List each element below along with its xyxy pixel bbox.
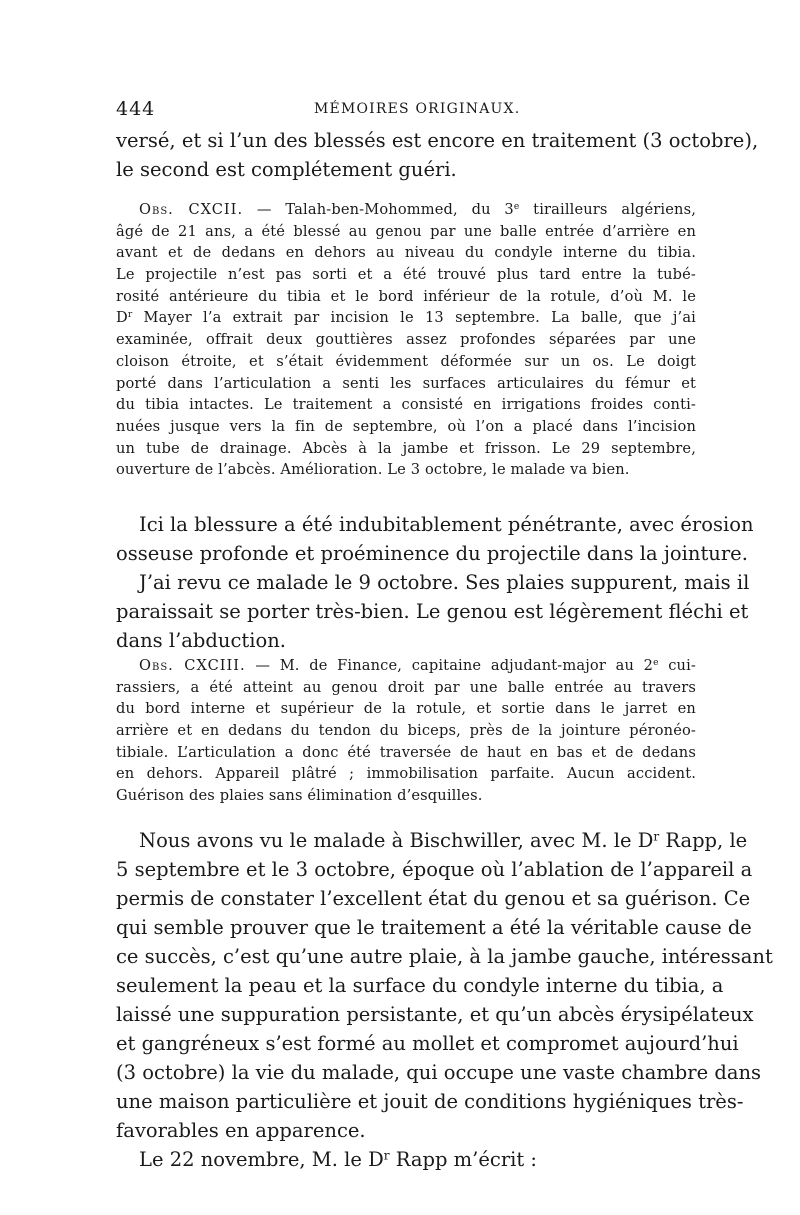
text-line: du tibia intactes. Le traitement a consisté en irrigations froides conti- — [116, 396, 696, 414]
text-line: paraissait se porter très-bien. Le genou est légèrement fléchi et — [116, 600, 749, 623]
text-line: J’ai revu ce malade le 9 octobre. Ses plaies suppurent, mais il — [139, 571, 750, 594]
text-line: laissé une suppuration persistante, et qu’un abcès érysipélateux — [116, 1003, 754, 1026]
text-line: ouverture de l’abcès. Amélioration. Le 3 octobre, le malade va bien. — [116, 461, 630, 479]
paragraph-letter-intro — [116, 1145, 696, 1174]
text-line: osseuse profonde et proéminence du projectile dans la jointure. — [116, 542, 748, 565]
text-line: un tube de drainage. Abcès à la jambe et frisson. Le 29 septembre, — [116, 439, 696, 457]
text-line: âgé de 21 ans, a été blessé au genou par une balle entrée d’arrière en — [116, 222, 696, 240]
text-line: en dehors. Appareil plâtré ; immobilisation parfaite. Aucun accident. — [116, 765, 696, 783]
observation-cxcii — [116, 199, 696, 481]
text-line: $D^r$ Mayer l’a extrait par incision le 13 septembre. La balle, que j’ai — [116, 309, 696, 327]
text-line: (3 octobre) la vie du malade, qui occupe une vaste chambre dans — [116, 1061, 762, 1084]
text-line: et gangréneux s’est formé au mollet et compromet aujourd’hui — [116, 1032, 739, 1055]
text-line: dans l’abduction. — [116, 629, 286, 652]
text-line: Guérison des plaies sans élimination d’esquilles. — [116, 787, 483, 805]
text-line: ce succès, c’est qu’une autre plaie, à la jambe gauche, intéressant — [116, 945, 773, 968]
text-line: permis de constater l’excellent état du genou et sa guérison. Ce — [116, 887, 751, 910]
paragraph-continuation — [116, 126, 759, 184]
text-line: rassiers, a été atteint au genou droit par une balle entrée au travers — [116, 678, 696, 696]
text-line: tibiale. L’articulation a donc été traversée de haut en bas et de dedans — [116, 743, 696, 761]
text-line: examinée, offrait deux gouttières assez profondes séparées par une — [116, 331, 696, 349]
text-line: Nous avons vu le malade à Bischwiller, avec M. le $D^r$ Rapp, le — [139, 829, 748, 852]
text-line: Le projectile n’est pas sorti et a été trouvé plus tard entre la tubé- — [116, 266, 696, 284]
text-line: Obs. CXCII. — Talah-ben-Mohommed, du 3e tirailleurs algériens, — [139, 201, 696, 218]
paragraph-commentary — [116, 510, 754, 655]
text-line: Le 22 novembre, M. le $D^r$ Rapp m’écrit : — [139, 1148, 537, 1171]
text-line: Ici la blessure a été indubitablement pénétrante, avec érosion — [139, 513, 754, 536]
observation-cxciii — [116, 655, 696, 807]
observation-label: Obs. CXCII. — [139, 201, 244, 218]
paragraph-follow-up — [116, 826, 773, 1145]
text-line: du bord interne et supérieur de la rotule, et sortie dans le jarret en — [116, 700, 696, 718]
text-line: favorables en apparence. — [116, 1119, 366, 1142]
text-line: Obs. CXCIII. — M. de Finance, capitaine adjudant-major au 2e cui- — [139, 657, 696, 674]
text-line: 5 septembre et le 3 octobre, époque où l’ablation de l’appareil a — [116, 858, 753, 881]
text-line: nuées jusque vers la fin de septembre, où l’on a placé dans l’incision — [116, 417, 696, 435]
text-line: seulement la peau et la surface du condyle interne du tibia, a — [116, 974, 724, 997]
text-line: rosité antérieure du tibia et le bord inférieur de la rotule, d’où M. le — [116, 287, 696, 305]
text-line: qui semble prouver que le traitement a été la véritable cause de — [116, 916, 752, 939]
text-line: le second est complétement guéri. — [116, 158, 457, 181]
text-line: porté dans l’articulation a senti les surfaces articulaires du fémur et — [116, 374, 696, 392]
text-line: versé, et si l’un des blessés est encore en traitement (3 octobre), — [116, 129, 759, 152]
text-line: avant et de dedans en dehors au niveau du condyle interne du tibia. — [116, 244, 696, 262]
text-line: arrière et en dedans du tendon du biceps, près de la jointure péronéo- — [116, 722, 696, 740]
page-header — [116, 98, 696, 122]
page-number: 444 — [116, 98, 156, 120]
text-line: une maison particulière et jouit de conditions hygiéniques très- — [116, 1090, 744, 1113]
text-line: cloison étroite, et s’était évidemment déformée sur un os. Le doigt — [116, 352, 696, 370]
running-title: MÉMOIRES ORIGINAUX. — [314, 101, 521, 117]
observation-label: Obs. CXCIII. — [139, 657, 246, 674]
